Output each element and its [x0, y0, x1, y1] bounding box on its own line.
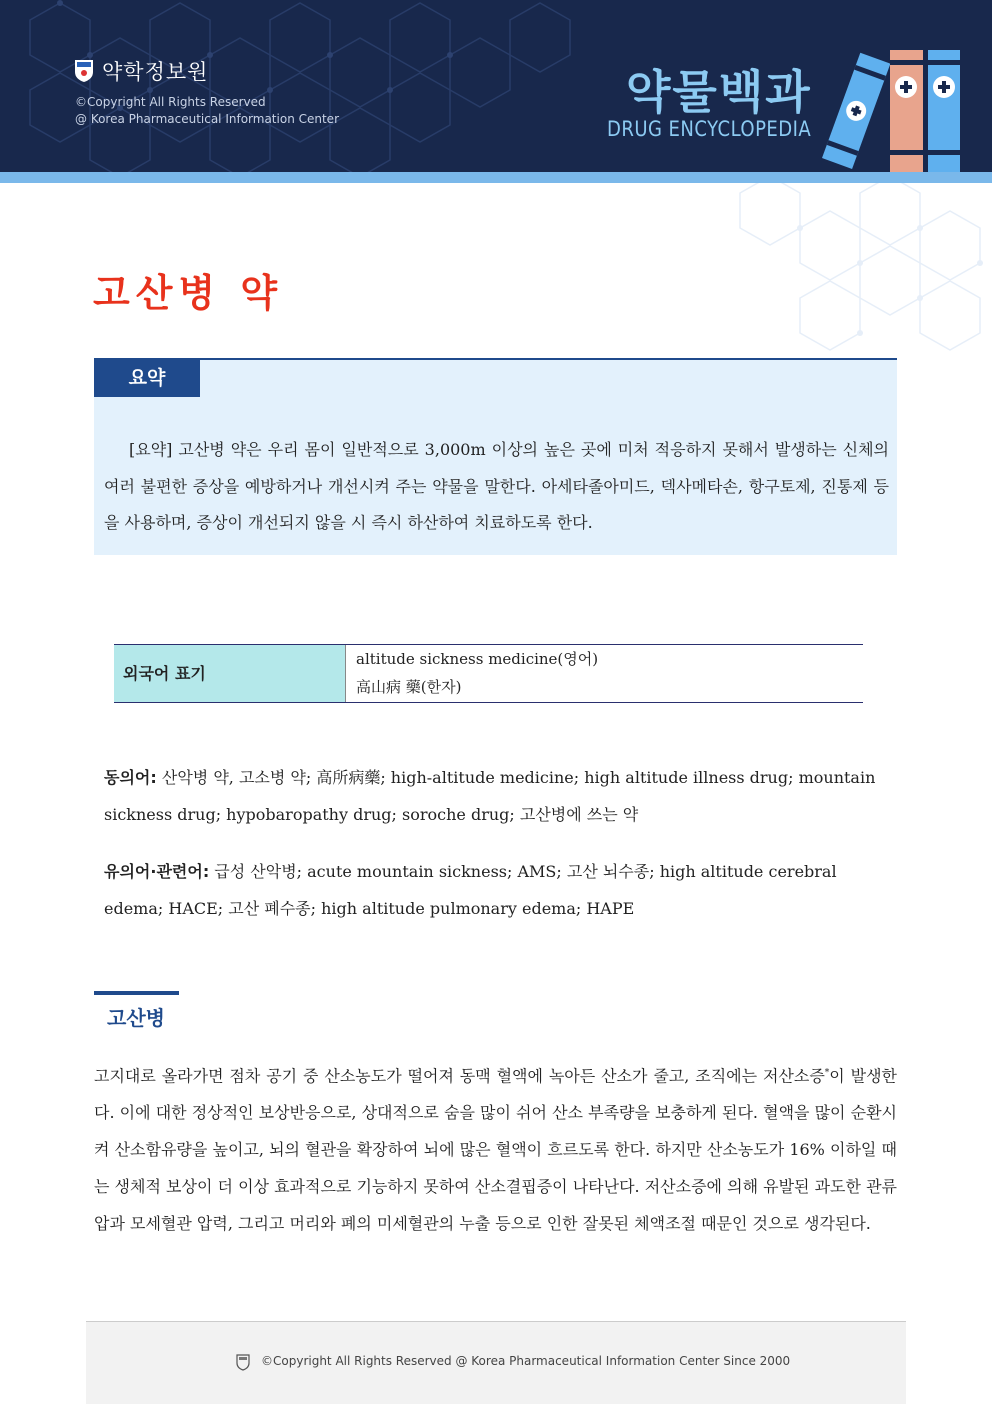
section-body: [94, 1055, 897, 1242]
related-terms-text: 급성 산악병; acute mountain sickness; AMS; 고산 뇌수종; high altitude cerebral edema; HACE; 고산 폐수종; high altitude pulmonary edema; HAPE: [104, 862, 837, 918]
org-logo: [74, 56, 208, 86]
footer-copyright: ©Copyright All Rights Reserved @ Korea Pharmaceutical Information Center Since 2000: [261, 1354, 791, 1368]
org-name: 약학정보원: [102, 60, 209, 84]
footnote-mark: *: [824, 1068, 830, 1078]
summary-text: [요약] 고산병 약은 우리 몸이 일반적으로 3,000m 이상의 높은 곳에 미처 적응하지 못해서 발생하는 신체의 여러 불편한 증상을 예방하거나 개선시켜 주는 약물을 말한다. 아세타졸아미드, 덱사메타손, 항구토제, 진통제 등을 사용하며, 증상이 개선되지 않을 시 즉시 하산하여 치료하도록 한다.: [104, 440, 889, 532]
related-terms-label: 유의어·관련어:: [104, 862, 210, 881]
section-title: 고산병: [107, 1006, 165, 1030]
summary-rule: [94, 358, 897, 360]
foreign-term-table: [114, 644, 863, 703]
related-terms-paragraph: [104, 853, 884, 927]
synonyms-label: 동의어:: [104, 768, 157, 787]
header-stripe: [0, 172, 992, 183]
synonyms-text: 산악병 약, 고소병 약; 高所病藥; high-altitude medicine; high altitude illness drug; mountain sickness drug; hypobaropathy drug; soroche drug; 고산병에 쓰는 약: [104, 768, 876, 824]
books-icon: [818, 40, 968, 172]
section-body-part1: 고지대로 올라가면 점차 공기 중 산소농도가 떨어져 동맥 혈액에 녹아든 산소가 줄고, 조직에는 저산소증: [94, 1066, 825, 1086]
section-body-part2: 이 발생한다. 이에 대한 정상적인 보상반응으로, 상대적으로 숨을 많이 쉬어 산소 부족량을 보충하게 된다. 혈액을 많이 순환시켜 산소함유량을 높이고, 뇌의 혈관을 확장하여 뇌에 많은 혈액이 흐르도록 한다. 하지만 산소농도가 16% 이하일 때는 생체적 보상이 더 이상 효과적으로 기능하지 못하여 산소결핍증이 나타난다. 저산소증에 의해 유발된 과도한 관류압과 모세혈관 압력, 그리고 머리와 폐의 미세혈관의 누출 등으로 인한 잘못된 체액조절 때문인 것으로 생각된다.: [94, 1066, 897, 1234]
footer-shield-icon: [236, 1354, 250, 1371]
header-copyright-line2: @ Korea Pharmaceutical Information Center: [75, 112, 339, 126]
page-title: 고산병 약: [93, 271, 284, 315]
shield-logo-icon: [74, 59, 94, 83]
header-copyright-line1: ©Copyright All Rights Reserved: [75, 95, 266, 109]
encyclopedia-title-en: DRUG ENCYCLOPEDIA: [607, 117, 812, 141]
foreign-term-hanja: 高山病 藥(한자): [356, 678, 462, 696]
foreign-term-english: altitude sickness medicine(영어): [356, 650, 599, 668]
hexagon-decoration-icon: [700, 183, 992, 363]
footer: [86, 1321, 906, 1404]
encyclopedia-title-ko: 약물백과: [626, 65, 812, 119]
section-bar: [94, 991, 179, 995]
synonyms-paragraph: [104, 759, 884, 833]
summary-tab: 요약: [94, 360, 200, 397]
header-banner: [0, 0, 992, 172]
foreign-term-header: 외국어 표기: [114, 645, 346, 702]
